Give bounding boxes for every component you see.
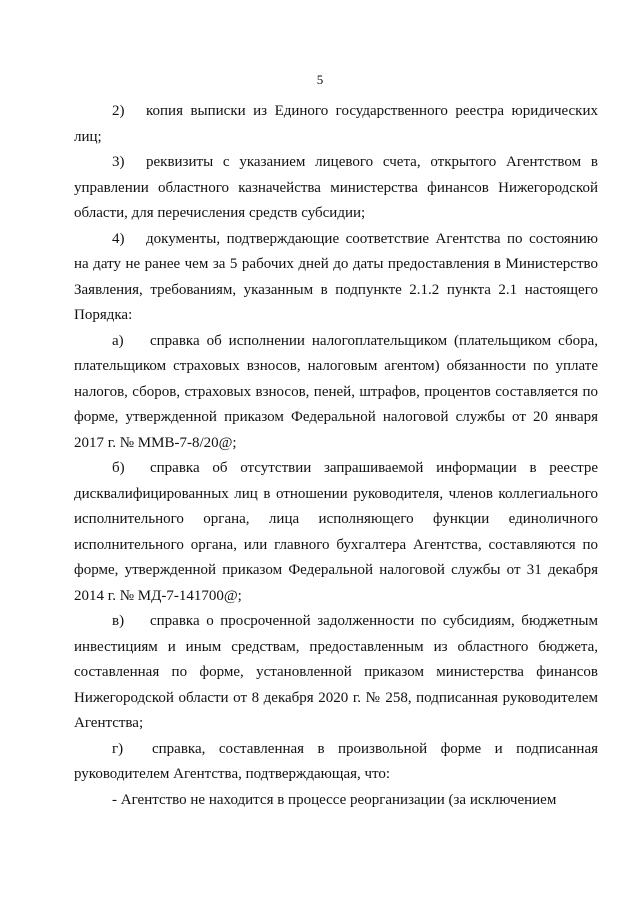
- dash-marker: -: [112, 791, 117, 808]
- sub-item-v: [74, 609, 598, 737]
- list-item-marker: 3): [112, 154, 125, 170]
- sub-item-b: [74, 456, 598, 609]
- list-item-3: [74, 150, 598, 227]
- list-item-text: документы, подтверждающие соответствие Агентства по состоянию на дату не ранее чем за 5 рабочих дней до даты предоставления в Министерство Заявления, требованиям, указанным в подпункте 2.1.2 пункта 2.1 настоящего Порядка:: [74, 230, 598, 323]
- dash-item-text: Агентство не находится в процессе реорганизации (за исключением: [120, 791, 557, 808]
- sub-item-text: справка об исполнении налогоплательщиком (плательщиком сбора, плательщиком страховых взносов, налоговым агентом) обязанности по уплате налогов, сборов, страховых взносов, пеней, штрафов, процентов составляется по форме, утвержденной приказом Федеральной налоговой службы от 20 января 2017 г. № ММВ-7-8/20@;: [74, 332, 598, 451]
- dash-item: [74, 788, 598, 814]
- list-item-text: копия выписки из Единого государственного реестра юридических лиц;: [74, 103, 598, 145]
- sub-item-a: [74, 329, 598, 457]
- list-item-2: [74, 99, 598, 150]
- sub-item-marker: б): [112, 460, 125, 476]
- list-item-marker: 4): [112, 230, 125, 247]
- document-body: [74, 99, 598, 813]
- sub-item-marker: а): [112, 332, 124, 349]
- list-item-4: [74, 227, 598, 329]
- sub-item-text: справка об отсутствии запрашиваемой информации в реестре дисквалифицированных лиц в отношении руководителя, членов коллегиального исполнительного органа, лица исполняющего функции единоличного исполнительного органа, или главного бухгалтера Агентства, составляются по форме, утвержденной приказом Федеральной налоговой службы от 31 декабря 2014 г. № МД-7-141700@;: [74, 460, 598, 604]
- sub-item-g: [74, 737, 598, 788]
- sub-item-marker: г): [112, 740, 124, 757]
- sub-item-text: справка, составленная в произвольной форме и подписанная руководителем Агентства, подтверждающая, что:: [74, 740, 598, 782]
- list-item-text: реквизиты с указанием лицевого счета, открытого Агентством в управлении областного казначейства министерства финансов Нижегородской области, для перечисления средств субсидии;: [74, 154, 598, 221]
- sub-item-marker: в): [112, 613, 125, 629]
- sub-item-text: справка о просроченной задолженности по субсидиям, бюджетным инвестициям и иным средствам, предоставленным из областного бюджета, составленная по форме, установленной приказом министерства финансов Нижегородской области от 8 декабря 2020 г. № 258, подписанная руководителем Агентства;: [74, 613, 598, 731]
- list-item-marker: 2): [112, 103, 125, 119]
- page-number: 5: [316, 72, 324, 87]
